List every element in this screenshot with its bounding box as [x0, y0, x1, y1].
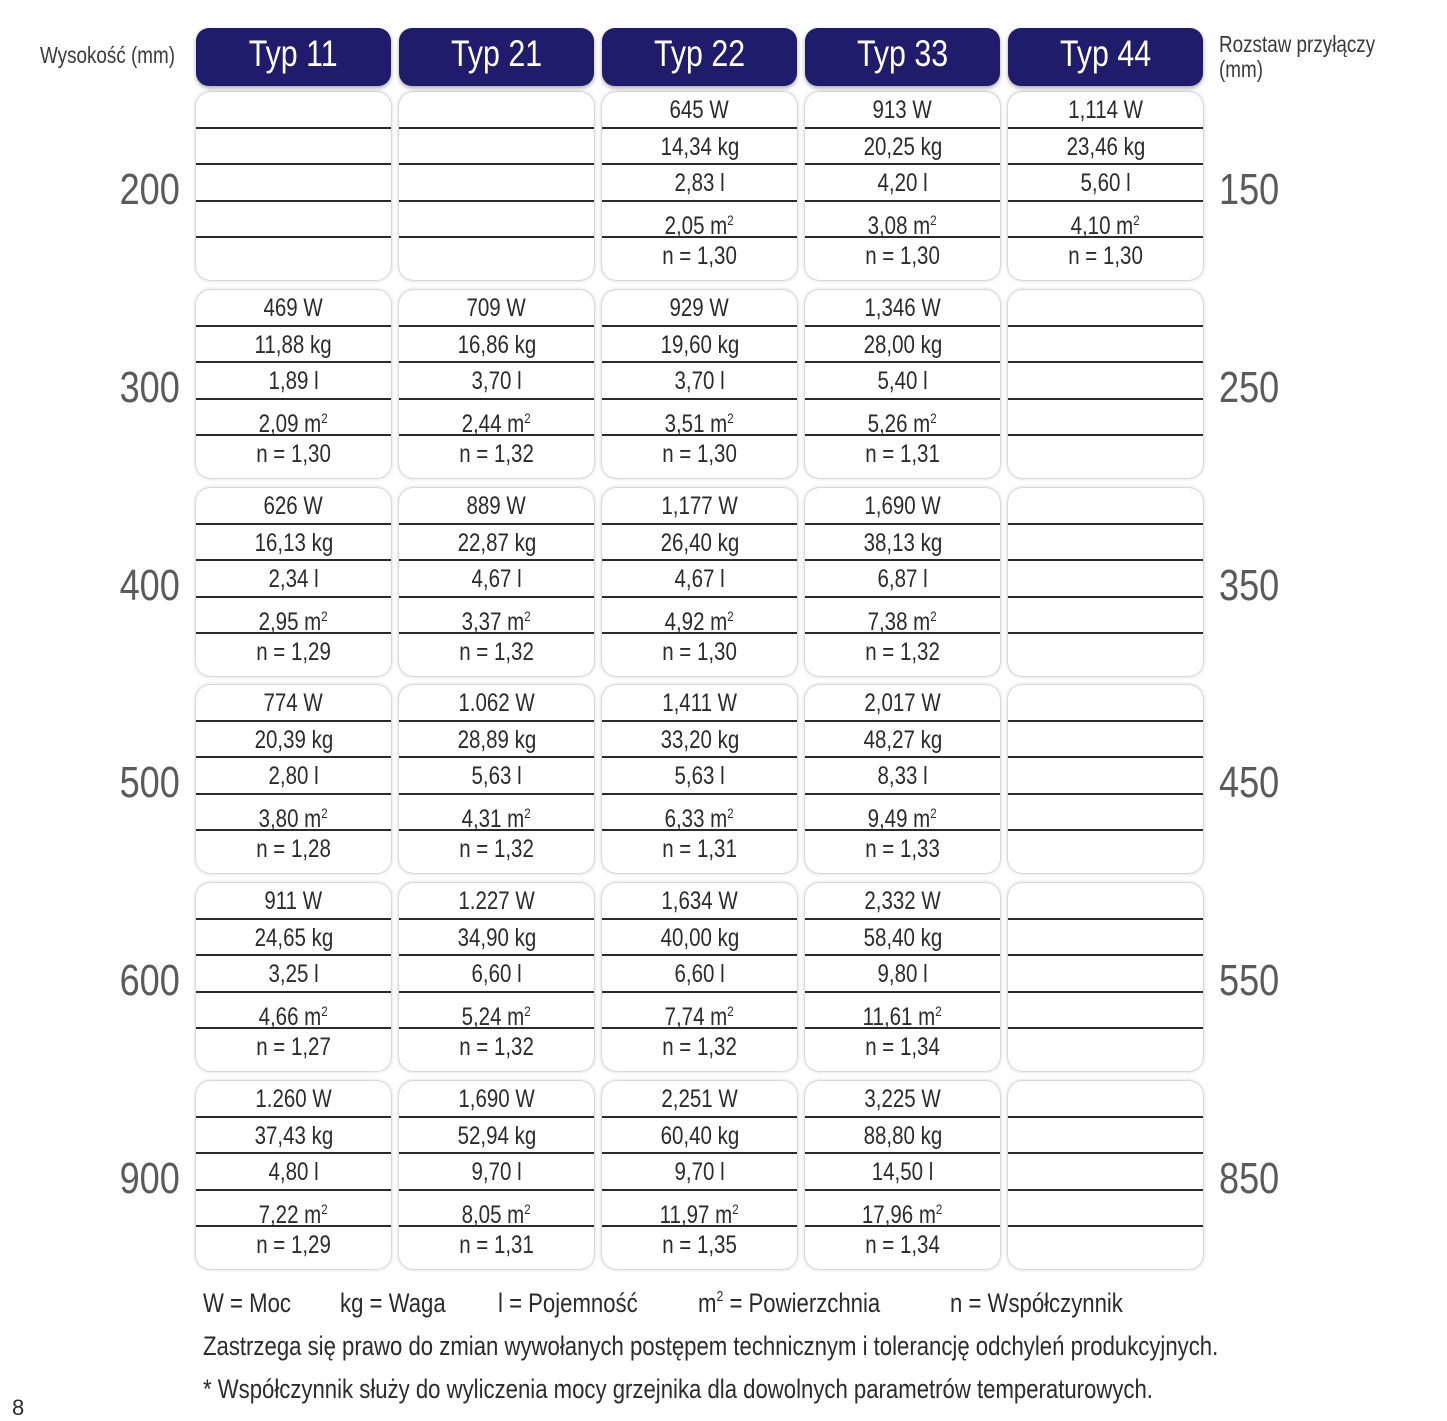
row-height-label: 200	[119, 165, 180, 214]
spec-cell: 2,05 $m^2$	[602, 202, 797, 239]
spec-cell: 4,92 $m^2$	[602, 598, 797, 635]
spec-cell: 26,40 kg	[602, 525, 797, 562]
spec-cell	[1008, 1191, 1203, 1228]
spec-cell: 3,51 $m^2$	[602, 400, 797, 437]
spec-cell: n = 1,30	[865, 242, 940, 271]
row-height-label: 900	[119, 1154, 180, 1203]
spec-cell: n = 1,29	[256, 1231, 331, 1260]
spec-cell: 4,80 l	[196, 1154, 391, 1191]
legend-w: W = Moc	[203, 1288, 291, 1318]
spec-panel	[805, 92, 1000, 280]
legend	[203, 1288, 1183, 1319]
column-header-1: Typ 11	[196, 28, 391, 86]
spec-cell: 1.260 W	[196, 1081, 391, 1118]
spec-cell: n = 1,30	[662, 440, 737, 469]
spec-cell	[1008, 758, 1203, 795]
spec-cell: 5,63 l	[399, 758, 594, 795]
spec-panel	[399, 1081, 594, 1269]
spec-cell: 5,60 l	[1008, 165, 1203, 202]
legend-n: n = Współczynnik	[949, 1288, 1123, 1318]
spec-cell: 48,27 kg	[805, 722, 1000, 759]
spec-panel	[196, 92, 391, 280]
spec-cell	[196, 202, 391, 239]
spec-cell: 11,88 kg	[196, 327, 391, 364]
spec-panel	[196, 488, 391, 676]
spec-cell	[1008, 436, 1203, 473]
spec-cell: 1.062 W	[399, 685, 594, 722]
spec-cell: 4,10 $m^2$	[1008, 202, 1203, 239]
spec-panel	[805, 1081, 1000, 1269]
spec-cell: n = 1,30	[256, 440, 331, 469]
spec-cell: n = 1,30	[662, 638, 737, 667]
spec-panel	[399, 685, 594, 873]
spec-panel	[196, 685, 391, 873]
spec-cell: 1,346 W	[805, 290, 1000, 327]
spec-cell: 20,39 kg	[196, 722, 391, 759]
spec-cell: 2,83 l	[602, 165, 797, 202]
spec-cell	[1008, 634, 1203, 671]
spec-cell: 28,00 kg	[805, 327, 1000, 364]
spec-cell: 4,31 $m^2$	[399, 795, 594, 832]
spec-cell	[1008, 327, 1203, 364]
spec-cell: 17,96 $m^2$	[805, 1191, 1000, 1228]
spec-cell: 58,40 kg	[805, 920, 1000, 957]
spec-cell: 1.227 W	[399, 883, 594, 920]
row-spacing-label: 850	[1219, 1154, 1280, 1203]
spec-cell: n = 1,32	[865, 638, 940, 667]
spec-cell	[399, 165, 594, 202]
spec-cell: 20,25 kg	[805, 129, 1000, 166]
spec-cell: 3,70 l	[602, 363, 797, 400]
spec-cell: 9,70 l	[399, 1154, 594, 1191]
spec-cell	[399, 92, 594, 129]
spec-panel	[805, 488, 1000, 676]
column-header-3: Typ 22	[602, 28, 797, 86]
spec-panel	[196, 1081, 391, 1269]
spec-cell: 40,00 kg	[602, 920, 797, 957]
spec-panel	[399, 883, 594, 1071]
spec-cell	[1008, 598, 1203, 635]
spacing-column-label: Rozstaw przyłączy (mm)	[1219, 31, 1376, 82]
row-spacing-label: 250	[1219, 363, 1280, 412]
legend-l: l = Pojemność	[498, 1288, 638, 1318]
spec-cell: 2,017 W	[805, 685, 1000, 722]
spec-cell	[196, 92, 391, 129]
spec-panel	[602, 92, 797, 280]
spec-cell: n = 1,32	[459, 1033, 534, 1062]
spec-panel	[1008, 92, 1203, 280]
spec-cell: n = 1,28	[256, 835, 331, 864]
row-height-label: 300	[119, 363, 180, 412]
spec-cell: 60,40 kg	[602, 1118, 797, 1155]
spec-cell: 16,86 kg	[399, 327, 594, 364]
spec-cell	[1008, 400, 1203, 437]
spec-panel	[602, 1081, 797, 1269]
spec-cell: 6,33 $m^2$	[602, 795, 797, 832]
spec-cell: 9,70 l	[602, 1154, 797, 1191]
spec-cell: n = 1,29	[256, 638, 331, 667]
spec-cell: n = 1,27	[256, 1033, 331, 1062]
spec-cell: 774 W	[196, 685, 391, 722]
spec-cell: 88,80 kg	[805, 1118, 1000, 1155]
spec-cell	[1008, 831, 1203, 868]
footnote-text: * Współczynnik służy do wyliczenia mocy grzejnika dla dowolnych parametrów temperaturowych.	[203, 1374, 1153, 1404]
page-number: 8	[12, 1395, 25, 1420]
spec-panel	[1008, 685, 1203, 873]
spec-cell: 1,690 W	[805, 488, 1000, 525]
spec-cell: 34,90 kg	[399, 920, 594, 957]
spec-cell: 4,67 l	[602, 561, 797, 598]
spec-cell: n = 1,31	[865, 440, 940, 469]
spec-cell: n = 1,32	[662, 1033, 737, 1062]
spec-cell	[399, 238, 594, 275]
spec-cell: 4,20 l	[805, 165, 1000, 202]
spec-cell	[196, 238, 391, 275]
column-header-5: Typ 44	[1008, 28, 1203, 86]
spec-cell	[1008, 1029, 1203, 1066]
spec-cell: 14,50 l	[805, 1154, 1000, 1191]
spec-cell: 1,177 W	[602, 488, 797, 525]
spec-cell	[399, 129, 594, 166]
spec-cell: 2,332 W	[805, 883, 1000, 920]
spec-cell: 7,38 $m^2$	[805, 598, 1000, 635]
spec-cell: 7,74 $m^2$	[602, 993, 797, 1030]
spec-cell: 9,49 $m^2$	[805, 795, 1000, 832]
spec-panel	[805, 685, 1000, 873]
spec-cell	[1008, 1118, 1203, 1155]
spec-cell: 3,37 $m^2$	[399, 598, 594, 635]
spec-cell: 19,60 kg	[602, 327, 797, 364]
spec-cell: n = 1,34	[865, 1033, 940, 1062]
spec-cell	[1008, 722, 1203, 759]
spec-cell: n = 1,34	[865, 1231, 940, 1260]
spec-panel	[1008, 1081, 1203, 1269]
spec-cell: 6,60 l	[399, 956, 594, 993]
spec-cell: 8,33 l	[805, 758, 1000, 795]
spec-panel	[196, 883, 391, 1071]
row-height-label: 400	[119, 561, 180, 610]
spec-cell	[196, 129, 391, 166]
spec-panel	[196, 290, 391, 478]
spec-panel	[399, 92, 594, 280]
spec-panel	[1008, 488, 1203, 676]
spec-cell: 22,87 kg	[399, 525, 594, 562]
spec-cell	[1008, 1154, 1203, 1191]
row-height-label: 600	[119, 956, 180, 1005]
spec-cell: 1,89 l	[196, 363, 391, 400]
spec-panel	[602, 488, 797, 676]
spec-cell	[399, 202, 594, 239]
row-spacing-label: 350	[1219, 561, 1280, 610]
height-column-label: Wysokość (mm)	[40, 42, 175, 68]
spec-cell: 889 W	[399, 488, 594, 525]
spec-cell	[1008, 561, 1203, 598]
spec-cell: 4,66 $m^2$	[196, 993, 391, 1030]
spec-cell	[1008, 1227, 1203, 1264]
spec-panel	[805, 290, 1000, 478]
spec-cell: 3,80 $m^2$	[196, 795, 391, 832]
spec-cell	[1008, 883, 1203, 920]
spec-panel	[805, 883, 1000, 1071]
spec-cell: 2,09 $m^2$	[196, 400, 391, 437]
spec-cell: 24,65 kg	[196, 920, 391, 957]
spec-cell: 5,63 l	[602, 758, 797, 795]
legend-kg: kg = Waga	[339, 1288, 446, 1318]
spec-cell	[1008, 920, 1203, 957]
spec-cell: 3,08 $m^2$	[805, 202, 1000, 239]
spec-cell	[1008, 488, 1203, 525]
spec-cell: 929 W	[602, 290, 797, 327]
spec-panel	[399, 290, 594, 478]
spec-cell: 2,251 W	[602, 1081, 797, 1118]
spec-cell: 2,34 l	[196, 561, 391, 598]
spec-cell	[1008, 795, 1203, 832]
spec-panel	[602, 685, 797, 873]
spec-panel	[602, 883, 797, 1071]
spec-panel	[1008, 290, 1203, 478]
legend-m2: $m^2$ = Powierzchnia	[697, 1288, 881, 1318]
spec-cell: 38,13 kg	[805, 525, 1000, 562]
spec-cell: 7,22 $m^2$	[196, 1191, 391, 1228]
spec-cell: 1,690 W	[399, 1081, 594, 1118]
spec-cell: 1,634 W	[602, 883, 797, 920]
spec-cell	[1008, 1081, 1203, 1118]
spec-cell: 1,114 W	[1008, 92, 1203, 129]
spec-cell	[1008, 956, 1203, 993]
spec-cell: 6,87 l	[805, 561, 1000, 598]
spec-cell: n = 1,32	[459, 440, 534, 469]
spec-cell: 16,13 kg	[196, 525, 391, 562]
spec-cell	[196, 165, 391, 202]
spec-cell: 626 W	[196, 488, 391, 525]
spec-cell: 5,26 $m^2$	[805, 400, 1000, 437]
disclaimer-text: Zastrzega się prawo do zmian wywołanych postępem technicznym i tolerancję odchyleń produkcyjnych.	[203, 1331, 1219, 1361]
spec-cell: 8,05 $m^2$	[399, 1191, 594, 1228]
spec-panel	[602, 290, 797, 478]
spec-cell: 709 W	[399, 290, 594, 327]
column-header-4: Typ 33	[805, 28, 1000, 86]
spec-cell: 6,60 l	[602, 956, 797, 993]
row-spacing-label: 550	[1219, 956, 1280, 1005]
spec-cell: n = 1,32	[459, 638, 534, 667]
spec-cell: n = 1,35	[662, 1231, 737, 1260]
spec-cell: 3,225 W	[805, 1081, 1000, 1118]
spec-cell: 3,70 l	[399, 363, 594, 400]
spec-cell: 3,25 l	[196, 956, 391, 993]
spec-cell: 645 W	[602, 92, 797, 129]
spec-panel	[399, 488, 594, 676]
spec-cell: n = 1,32	[459, 835, 534, 864]
spec-cell: 14,34 kg	[602, 129, 797, 166]
spec-cell: 2,44 $m^2$	[399, 400, 594, 437]
spec-cell: 469 W	[196, 290, 391, 327]
spec-cell: 2,80 l	[196, 758, 391, 795]
row-height-label: 500	[119, 758, 180, 807]
spec-cell: 33,20 kg	[602, 722, 797, 759]
spec-cell: n = 1,33	[865, 835, 940, 864]
spec-cell: 1,411 W	[602, 685, 797, 722]
spec-cell: 23,46 kg	[1008, 129, 1203, 166]
spec-cell: 913 W	[805, 92, 1000, 129]
spec-cell: 9,80 l	[805, 956, 1000, 993]
row-spacing-label: 450	[1219, 758, 1280, 807]
row-spacing-label: 150	[1219, 165, 1280, 214]
spec-cell: 911 W	[196, 883, 391, 920]
spec-cell: 28,89 kg	[399, 722, 594, 759]
spec-cell: 11,61 $m^2$	[805, 993, 1000, 1030]
spec-cell	[1008, 993, 1203, 1030]
spec-cell: 52,94 kg	[399, 1118, 594, 1155]
spec-cell	[1008, 363, 1203, 400]
spec-panel	[1008, 883, 1203, 1071]
spec-cell: n = 1,30	[662, 242, 737, 271]
spec-cell	[1008, 685, 1203, 722]
spec-cell: 4,67 l	[399, 561, 594, 598]
spec-cell: n = 1,31	[459, 1231, 534, 1260]
column-header-2: Typ 21	[399, 28, 594, 86]
spec-cell: 5,24 $m^2$	[399, 993, 594, 1030]
spec-cell: n = 1,31	[662, 835, 737, 864]
spec-cell: 11,97 $m^2$	[602, 1191, 797, 1228]
spec-cell	[1008, 525, 1203, 562]
spec-cell: 2,95 $m^2$	[196, 598, 391, 635]
spec-cell: 5,40 l	[805, 363, 1000, 400]
spec-cell	[1008, 290, 1203, 327]
spec-cell: 37,43 kg	[196, 1118, 391, 1155]
spec-cell: n = 1,30	[1068, 242, 1143, 271]
